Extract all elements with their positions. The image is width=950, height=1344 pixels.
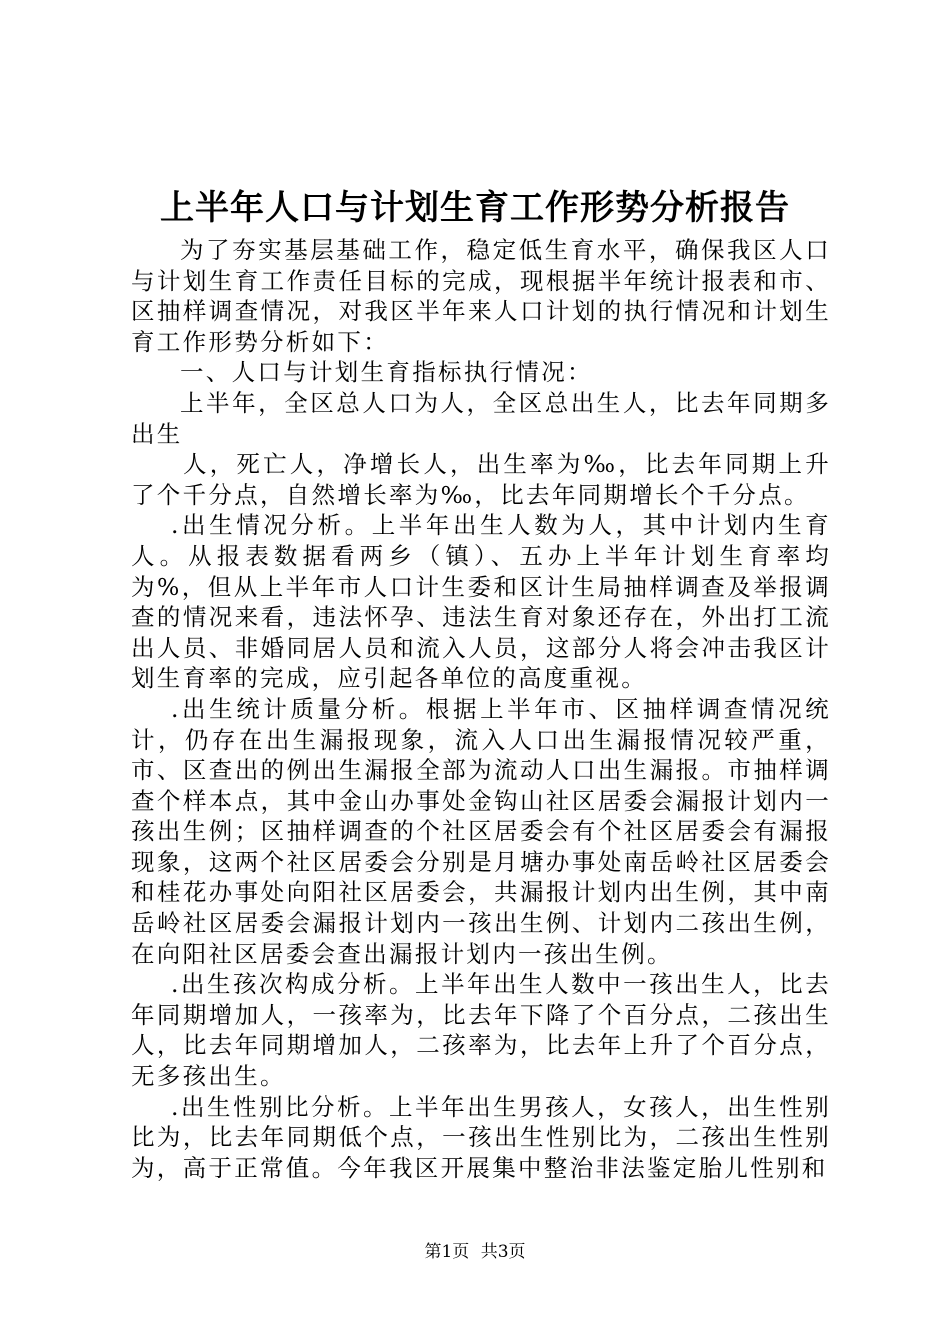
document-title: 上半年人口与计划生育工作形势分析报告 (160, 188, 790, 228)
paragraph-population-cont: 人，死亡人，净增长人，出生率为‰，比去年同期上升了个千分点，自然增长率为‰，比去年同期增长个千分点。 (131, 450, 831, 509)
page-number: 第1页 (424, 1242, 470, 1262)
document-body (131, 235, 831, 1183)
section-heading-1: 一、人口与计划生育指标执行情况： (180, 358, 593, 387)
paragraph-birth-order: .出生孩次构成分析。上半年出生人数中一孩出生人，比去年同期增加人，一孩率为，比去年下降了个百分点，二孩出生人，比去年同期增加人，二孩率为，比去年上升了个百分点，无多孩出生。 (131, 970, 831, 1091)
paragraph-intro: 为了夯实基层基础工作，稳定低生育水平，确保我区人口与计划生育工作责任目标的完成，现根据半年统计报表和市、区抽样调查情况，对我区半年来人口计划的执行情况和计划生育工作形势分析如下： (131, 236, 831, 356)
paragraph-population: 上半年，全区总人口为人，全区总出生人，比去年同期多出生 (131, 388, 831, 448)
page-total: 共3页 (480, 1242, 526, 1262)
page-footer (0, 1240, 950, 1264)
paragraph-birth-analysis: .出生情况分析。上半年出生人数为人，其中计划内生育人。从报表数据看两乡（镇）、五办上半年计划生育率均为%，但从上半年市人口计生委和区计生局抽样调查及举报调查的情况来看，违法怀孕、违法生育对象还存在，外出打工流出人员、非婚同居人员和流入人员，这部分人将会冲击我区计划生育率的完成，应引起各单位的高度重视。 (131, 511, 831, 693)
paragraph-statistics-quality: .出生统计质量分析。根据上半年市、区抽样调查情况统计，仍存在出生漏报现象，流入人口出生漏报情况较严重，市、区查出的例出生漏报全部为流动人口出生漏报。市抽样调查个样本点，其中金山办事处金钩山社区居委会漏报计划内一孩出生例；区抽样调查的个社区居委会有个社区居委会有漏报现象，这两个社区居委会分别是月塘办事处南岳岭社区居委会和桂花办事处向阳社区居委会，共漏报计划内出生例，其中南岳岭社区居委会漏报计划内一孩出生例、计划内二孩出生例，在向阳社区居委会查出漏报计划内一孩出生例。 (131, 694, 831, 968)
paragraph-sex-ratio: .出生性别比分析。上半年出生男孩人，女孩人，出生性别比为，比去年同期低个点，一孩出生性别比为，二孩出生性别为，高于正常值。今年我区开展集中整治非法鉴定胎儿性别和 (131, 1092, 831, 1182)
